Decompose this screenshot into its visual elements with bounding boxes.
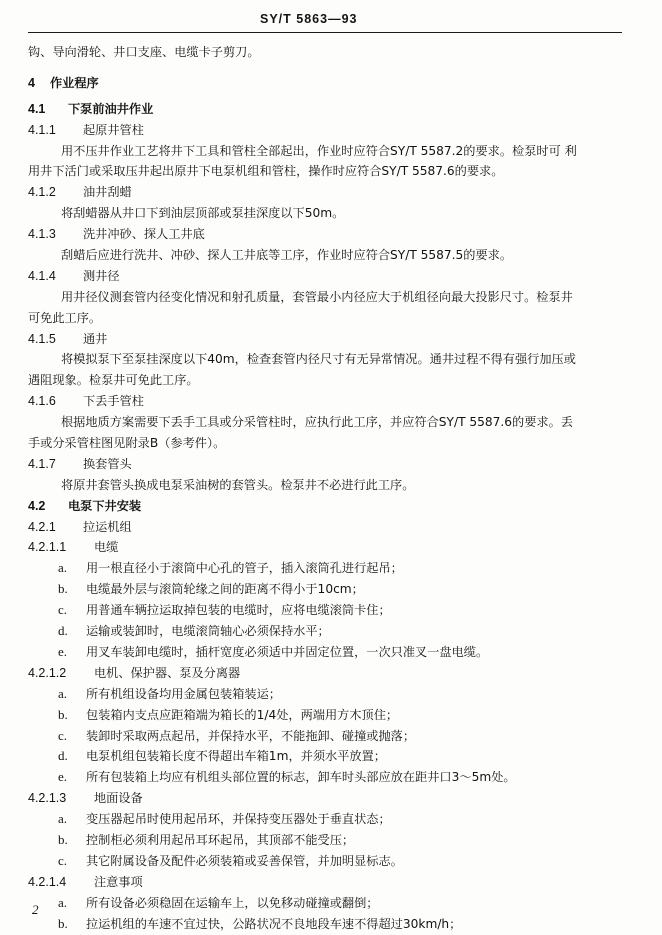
list-marker: c. [58, 852, 68, 868]
section-title: 油井刮蜡 [83, 185, 132, 200]
section-number: 4 [28, 75, 35, 90]
section-4-2-1-3-heading [28, 788, 626, 809]
section-4-1-3-heading [28, 224, 626, 245]
section-title: 电机、保护器、泵及分离器 [94, 665, 241, 680]
section-4-1-2-heading [28, 182, 626, 203]
paragraph-line: 遇阻现象。检泵井可免此工序。 [28, 373, 199, 388]
paragraph-line: 将刮蜡器从井口下到油层顶部或泵挂深度以下50m。 [61, 206, 345, 221]
paragraph-line: 用井下活门或采取压井起出原井下电泵机组和管柱，操作时应符合SY/T 5587.6的要求。 [28, 164, 504, 179]
list-marker: a. [58, 894, 68, 910]
list-marker: c. [58, 727, 68, 743]
section-4-2-1-1-heading [28, 537, 626, 558]
list-marker: b. [58, 581, 68, 597]
list-marker: b. [58, 706, 68, 722]
list-marker: a. [58, 685, 68, 701]
list-item: b. 电缆最外层与滚筒轮缘之间的距离不得小于10cm； [28, 579, 626, 600]
list-item: c. 用普通车辆拉运取掉包装的电缆时，应将电缆滚筒卡住； [28, 600, 626, 621]
section-number: 4.2.1.2 [28, 665, 67, 680]
section-4-2-heading [28, 496, 626, 517]
list-marker: d. [58, 623, 68, 639]
list-item: a. 所有设备必须稳固在运输车上，以免移动碰撞或翻倒； [28, 893, 626, 914]
paragraph-line: 手或分采管柱图见附录B（参考件）。 [28, 436, 226, 451]
section-number: 4.1.5 [28, 331, 56, 346]
section-title: 下丢手管柱 [83, 394, 144, 409]
section-title: 换套管头 [83, 456, 132, 471]
list-marker: c. [58, 602, 68, 618]
list-marker: b. [58, 831, 68, 847]
standard-code-header: SY/T 5863—93 [260, 12, 358, 26]
list-item: e. 所有包装箱上均应有机组头部位置的标志，卸车时头部应放在距井口3～5m处。 [28, 767, 626, 788]
list-item: b. 包装箱内支点应距箱端为箱长的1/4处，两端用方木顶住； [28, 705, 626, 726]
section-number: 4.1.6 [28, 394, 56, 409]
section-number: 4.1 [28, 101, 46, 116]
list-marker: e. [58, 643, 68, 659]
section-title: 起原井管柱 [83, 122, 144, 137]
section-4-1-1-heading [28, 120, 626, 141]
section-4-1-6-heading [28, 391, 626, 412]
section-4-1-heading [28, 99, 626, 120]
list-item: d. 电泵机组包装箱长度不得超出车箱1m，并须水平放置； [28, 746, 626, 767]
section-number: 4.1.3 [28, 227, 56, 242]
list-item: a. 所有机组设备均用金属包装箱装运； [28, 684, 626, 705]
paragraph-line: 将原井套管头换成电泵采油树的套管头。检泵井不必进行此工序。 [61, 477, 415, 492]
section-title: 拉运机组 [83, 519, 132, 534]
section-title: 测井径 [83, 268, 120, 283]
list-marker: d. [58, 748, 68, 764]
list-item: c. 装卸时采取两点起吊，并保持水平，不能拖卸、碰撞或抛落； [28, 726, 626, 747]
section-4-heading [28, 73, 626, 94]
section-number: 4.1.2 [28, 185, 56, 200]
section-title: 电泵下井安装 [68, 498, 142, 513]
section-number: 4.1.7 [28, 456, 56, 471]
page-number: 2 [32, 902, 39, 917]
header-rule [28, 32, 622, 33]
section-4-2-1-4-heading [28, 872, 626, 893]
section-title: 作业程序 [50, 75, 99, 90]
section-title: 通井 [83, 331, 108, 346]
section-number: 4.2.1.4 [28, 874, 67, 889]
paragraph-line: 用井径仪测套管内径变化情况和射孔质量，套管最小内径应大于机组径向最大投影尺寸。检泵井 [61, 289, 573, 304]
list-item: b. 拉运机组的车速不宜过快，公路状况不良地段车速不得超过30km/h； [28, 914, 626, 935]
list-marker: b. [58, 915, 68, 931]
section-number: 4.2.1.1 [28, 540, 67, 555]
paragraph-line: 刮蜡后应进行洗井、冲砂、探人工井底等工序，作业时应符合SY/T 5587.5的要求。 [61, 248, 513, 263]
section-number: 4.2.1 [28, 519, 56, 534]
section-number: 4.2.1.3 [28, 791, 67, 806]
list-item: a. 变压器起吊时使用起吊环，并保持变压器处于垂直状态； [28, 809, 626, 830]
section-title: 地面设备 [94, 791, 143, 806]
section-4-2-1-heading [28, 517, 626, 538]
section-title: 洗井冲砂、探人工井底 [83, 227, 205, 242]
list-item: d. 运输或装卸时，电缆滚筒轴心必须保持水平； [28, 621, 626, 642]
section-title: 电缆 [94, 540, 119, 555]
section-title: 注意事项 [94, 874, 143, 889]
paragraph-line: 根据地质方案需要下丢手工具或分采管柱时，应执行此工序，并应符合SY/T 5587.6的要求。丢 [61, 415, 573, 430]
section-number: 4.1.1 [28, 122, 56, 137]
section-4-1-5-heading [28, 329, 626, 350]
section-number: 4.1.4 [28, 268, 56, 283]
section-title: 下泵前油井作业 [68, 101, 154, 116]
list-item: e. 用叉车装卸电缆时，插杆宽度必须适中并固定位置，一次只准叉一盘电缆。 [28, 642, 626, 663]
list-marker: a. [58, 560, 68, 576]
section-4-1-4-heading [28, 266, 626, 287]
paragraph-line: 可免此工序。 [28, 310, 102, 325]
list-marker: a. [58, 811, 68, 827]
section-4-2-1-2-heading [28, 663, 626, 684]
intro-line: 钩、导向滑轮、井口支座、电缆卡子剪刀。 [28, 45, 260, 59]
list-marker: e. [58, 769, 68, 785]
section-number: 4.2 [28, 498, 46, 513]
paragraph-line: 将模拟泵下至泵挂深度以下40m，检查套管内径尺寸有无异常情况。通井过程不得有强行加压或 [61, 352, 576, 367]
document-body [28, 42, 626, 934]
list-item: b. 控制柜必须利用起吊耳环起吊，其顶部不能受压； [28, 830, 626, 851]
list-item: a. 用一根直径小于滚筒中心孔的管子，插入滚筒孔进行起吊； [28, 558, 626, 579]
section-4-1-7-heading [28, 454, 626, 475]
list-item: c. 其它附属设备及配件必须装箱或妥善保管，并加明显标志。 [28, 851, 626, 872]
paragraph-line: 用不压井作业工艺将井下工具和管柱全部起出，作业时应符合SY/T 5587.2的要求。检泵时可 利 [61, 143, 577, 158]
